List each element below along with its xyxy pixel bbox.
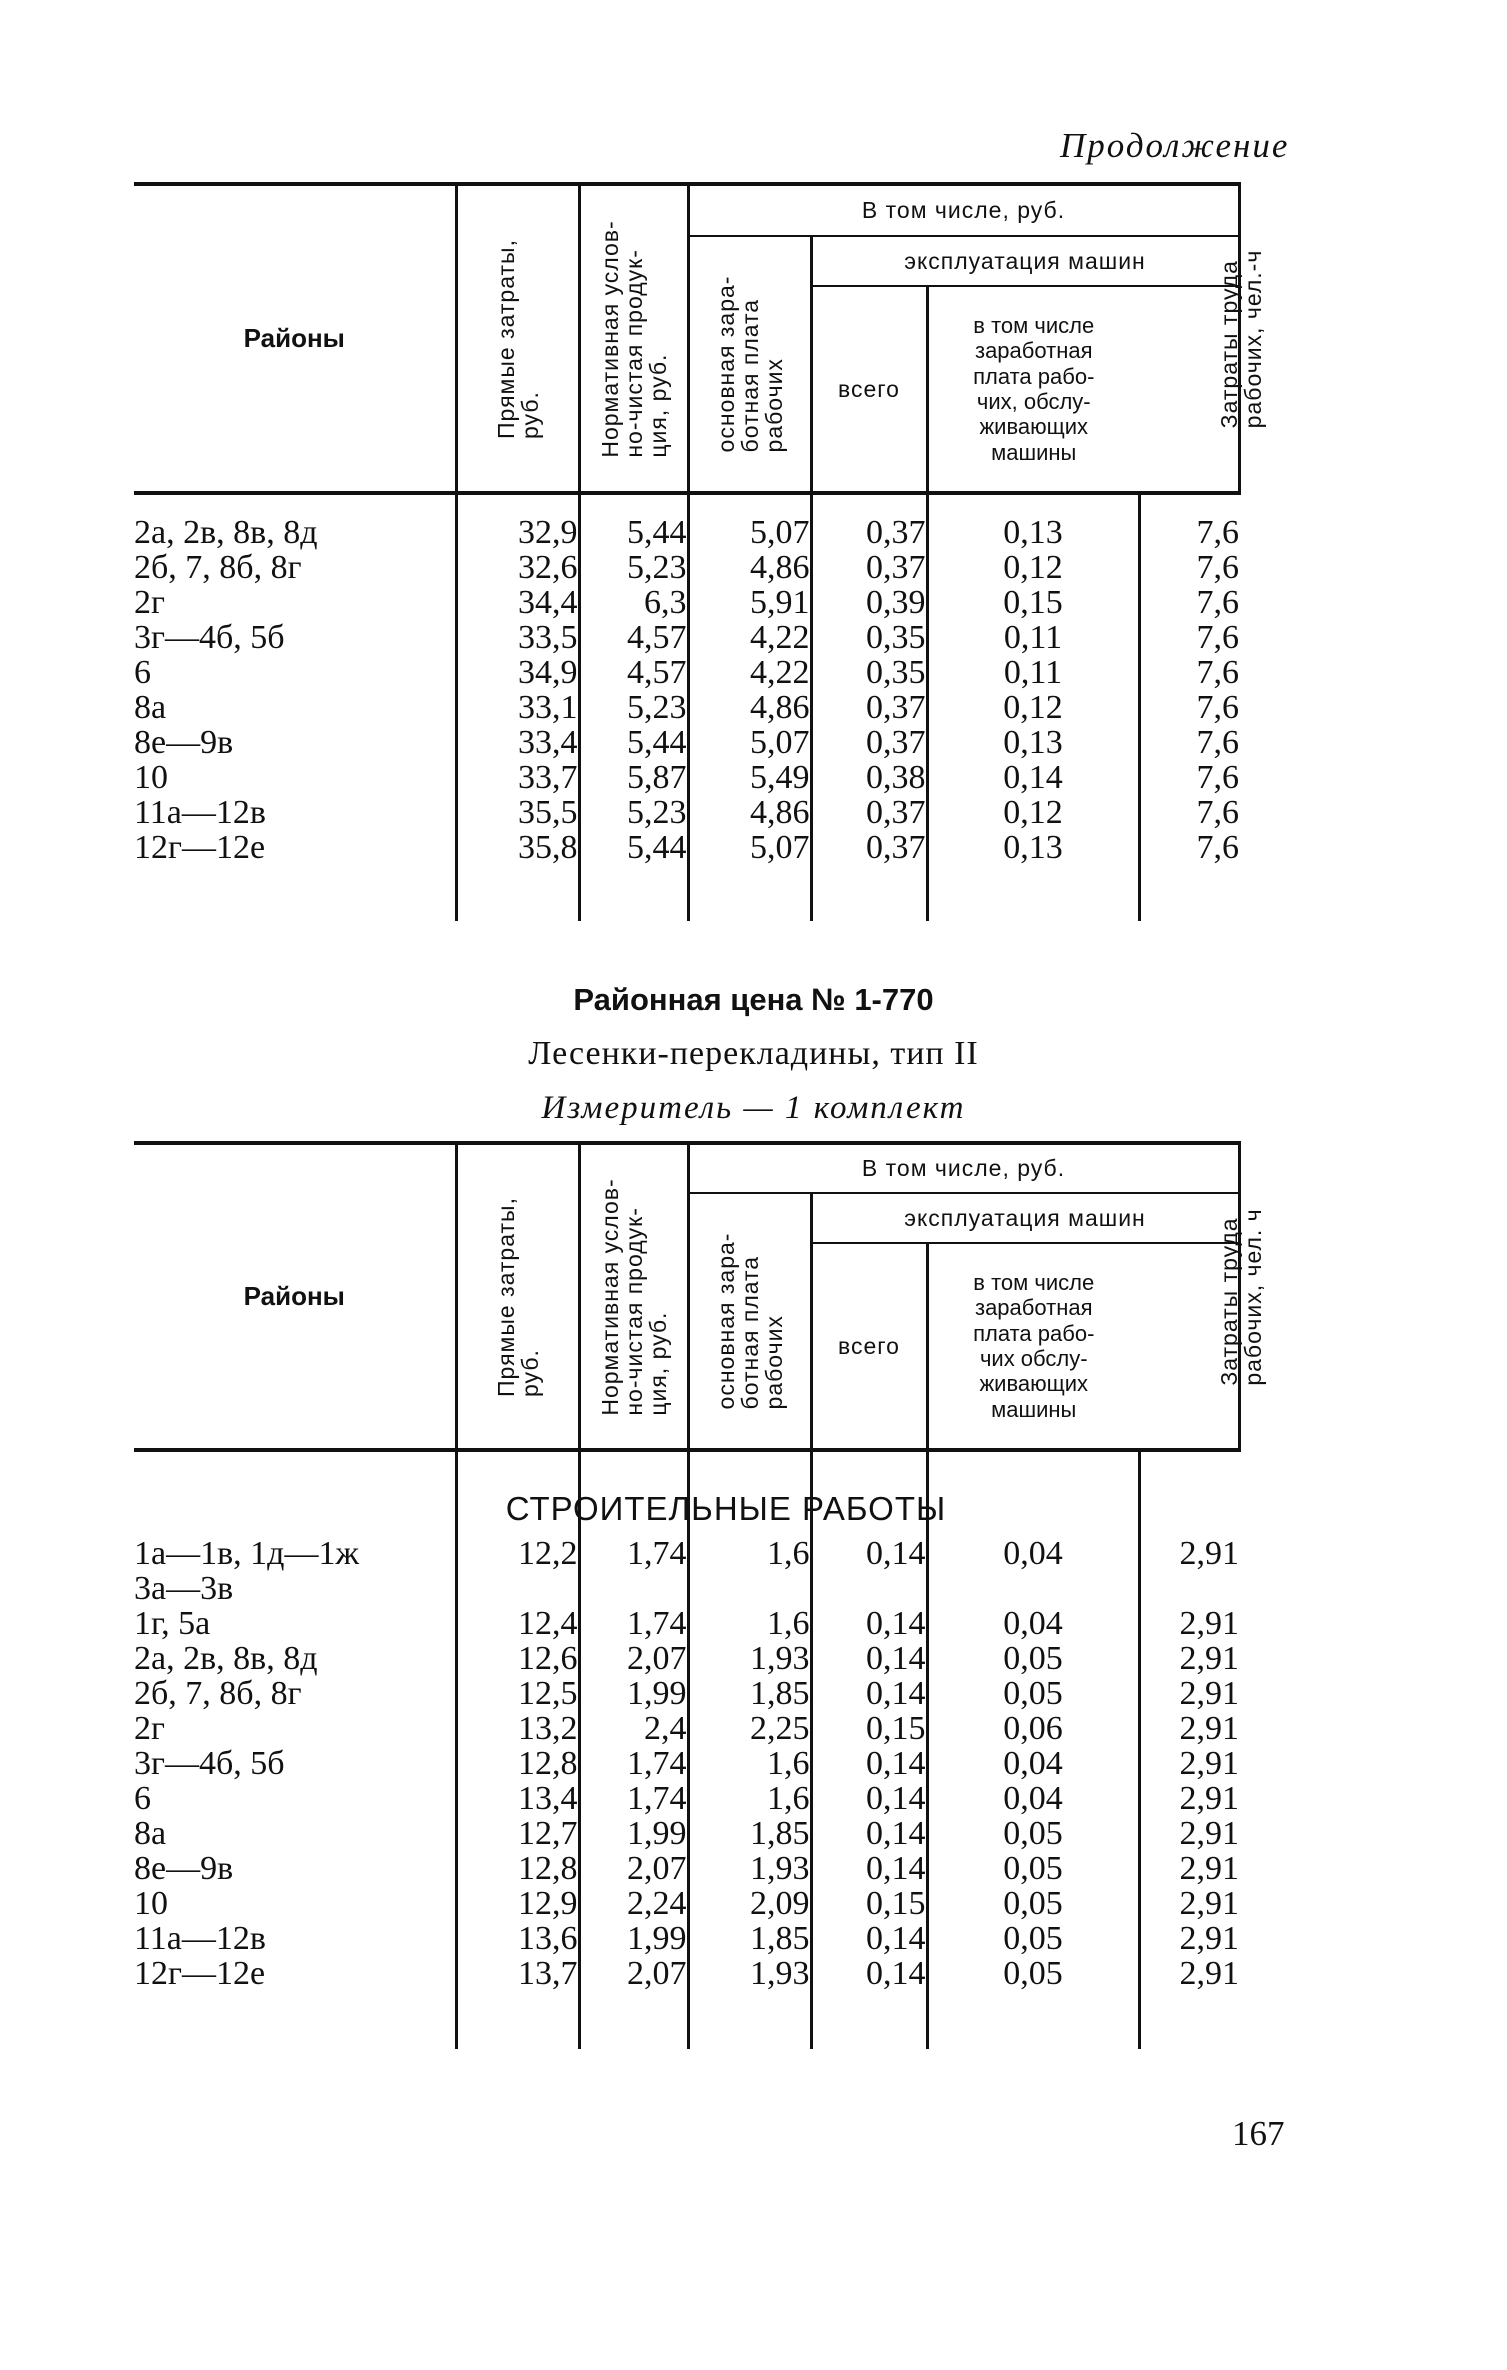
- base-wage-cell: 5,07: [688, 515, 811, 550]
- machine-wage-cell: 0,13: [927, 725, 1139, 760]
- machines-total-cell: 0,35: [811, 655, 927, 690]
- labor-hours-cell: 2,91: [1139, 1536, 1239, 1571]
- net-product-cell: [579, 1571, 688, 1606]
- net-product-cell: 2,4: [579, 1711, 688, 1746]
- machines-total-cell: 0,37: [811, 550, 927, 585]
- table-row: [134, 690, 1241, 725]
- direct-costs-cell: 12,8: [456, 1851, 579, 1886]
- base-wage-cell: 5,91: [688, 585, 811, 620]
- header-normativnaya-2: Нормативная услов- но-чистая продук- ция, руб.: [579, 1143, 688, 1448]
- net-product-cell: 5,44: [579, 725, 688, 760]
- machine-wage-cell: 0,05: [927, 1956, 1139, 1991]
- header-v-tom-chisle: В том числе, руб.: [688, 184, 1239, 236]
- base-wage-cell: 1,93: [688, 1641, 811, 1676]
- base-wage-cell: 5,49: [688, 760, 811, 795]
- base-wage-cell: 4,22: [688, 655, 811, 690]
- district-cell: 8е—9в: [134, 724, 234, 761]
- district-cell: 8а: [134, 1815, 167, 1852]
- labor-hours-cell: 7,6: [1139, 830, 1239, 865]
- machine-wage-cell: 0,05: [927, 1676, 1139, 1711]
- machine-wage-cell: 0,04: [927, 1746, 1139, 1781]
- district-cell: 1а—1в, 1д—1ж: [134, 1535, 359, 1572]
- district-cell: 2б, 7, 8б, 8г: [134, 549, 302, 586]
- header-zarplata: в том числе заработная плата рабо- чих, обслу- живающих машины: [927, 286, 1139, 491]
- district-cell: 2б, 7, 8б, 8г: [134, 1675, 302, 1712]
- direct-costs-cell: 12,4: [456, 1606, 579, 1641]
- base-wage-cell: 5,07: [688, 725, 811, 760]
- base-wage-cell: 1,6: [688, 1746, 811, 1781]
- district-cell: 8е—9в: [134, 1850, 234, 1887]
- machine-wage-cell: 0,06: [927, 1711, 1139, 1746]
- table-row: [134, 1606, 1241, 1641]
- labor-hours-cell: 2,91: [1139, 1781, 1239, 1816]
- base-wage-cell: 1,85: [688, 1816, 811, 1851]
- district-cell: 11а—12в: [134, 1920, 266, 1957]
- labor-hours-cell: 2,91: [1139, 1711, 1239, 1746]
- labor-hours-cell: 2,91: [1139, 1886, 1239, 1921]
- machine-wage-cell: 0,13: [927, 515, 1139, 550]
- net-product-cell: 4,57: [579, 620, 688, 655]
- machine-wage-cell: 0,05: [927, 1921, 1139, 1956]
- labor-hours-cell: 7,6: [1139, 550, 1239, 585]
- district-cell: 11а—12в: [134, 794, 266, 831]
- direct-costs-cell: 13,2: [456, 1711, 579, 1746]
- base-wage-cell: 1,93: [688, 1851, 811, 1886]
- direct-costs-cell: 34,9: [456, 655, 579, 690]
- table-row: [134, 1571, 1241, 1606]
- labor-hours-cell: 2,91: [1139, 1641, 1239, 1676]
- net-product-cell: 5,23: [579, 795, 688, 830]
- labor-hours-cell: 7,6: [1139, 515, 1239, 550]
- district-cell: 10: [134, 1885, 168, 1922]
- machine-wage-cell: [927, 1571, 1139, 1606]
- machines-total-cell: 0,15: [811, 1886, 927, 1921]
- labor-hours-cell: 7,6: [1139, 585, 1239, 620]
- machines-total-cell: 0,35: [811, 620, 927, 655]
- machines-total-cell: 0,14: [811, 1816, 927, 1851]
- direct-costs-cell: 12,2: [456, 1536, 579, 1571]
- machines-total-cell: 0,14: [811, 1606, 927, 1641]
- direct-costs-cell: 33,4: [456, 725, 579, 760]
- machine-wage-cell: 0,12: [927, 690, 1139, 725]
- direct-costs-cell: 33,5: [456, 620, 579, 655]
- district-cell: 2а, 2в, 8в, 8д: [134, 1640, 318, 1677]
- table-row: [134, 1816, 1241, 1851]
- header-ekspluataciya: эксплуатация машин: [811, 236, 1239, 286]
- machine-wage-cell: 0,11: [927, 655, 1139, 690]
- machine-wage-cell: 0,05: [927, 1641, 1139, 1676]
- net-product-cell: 2,07: [579, 1851, 688, 1886]
- machine-wage-cell: 0,04: [927, 1781, 1139, 1816]
- machines-total-cell: 0,14: [811, 1536, 927, 1571]
- section-title: Районная цена № 1-770: [573, 982, 934, 1017]
- header-pryamye: Прямые затраты, руб.: [456, 184, 579, 491]
- direct-costs-cell: 13,7: [456, 1956, 579, 1991]
- district-cell: 3а—3в: [134, 1570, 234, 1607]
- machines-total-cell: 0,37: [811, 830, 927, 865]
- machine-wage-cell: 0,15: [927, 585, 1139, 620]
- table-row: [134, 795, 1241, 830]
- header-vsego: всего: [811, 286, 927, 491]
- base-wage-cell: 2,25: [688, 1711, 811, 1746]
- labor-hours-cell: 7,6: [1139, 760, 1239, 795]
- net-product-cell: 6,3: [579, 585, 688, 620]
- labor-hours-cell: 7,6: [1139, 690, 1239, 725]
- table-row: [134, 1851, 1241, 1886]
- machine-wage-cell: 0,13: [927, 830, 1139, 865]
- direct-costs-cell: 35,8: [456, 830, 579, 865]
- machines-total-cell: 0,37: [811, 795, 927, 830]
- direct-costs-cell: 12,6: [456, 1641, 579, 1676]
- machines-total-cell: 0,37: [811, 515, 927, 550]
- table-row: [134, 550, 1241, 585]
- table-row: [134, 1921, 1241, 1956]
- base-wage-cell: 1,6: [688, 1536, 811, 1571]
- base-wage-cell: 4,22: [688, 620, 811, 655]
- labor-hours-cell: 2,91: [1139, 1606, 1239, 1641]
- header-pryamye-2: Прямые затраты, руб.: [456, 1143, 579, 1448]
- table-row: [134, 1536, 1241, 1571]
- machine-wage-cell: 0,12: [927, 550, 1139, 585]
- net-product-cell: 5,87: [579, 760, 688, 795]
- base-wage-cell: 4,86: [688, 550, 811, 585]
- machines-total-cell: 0,14: [811, 1746, 927, 1781]
- machine-wage-cell: 0,12: [927, 795, 1139, 830]
- machine-wage-cell: 0,04: [927, 1606, 1139, 1641]
- machine-wage-cell: 0,05: [927, 1851, 1139, 1886]
- machines-total-cell: 0,14: [811, 1781, 927, 1816]
- machines-total-cell: 0,39: [811, 585, 927, 620]
- machines-total-cell: 0,38: [811, 760, 927, 795]
- table-row: [134, 585, 1241, 620]
- direct-costs-cell: 13,6: [456, 1921, 579, 1956]
- table-row: [134, 1641, 1241, 1676]
- district-cell: 6: [134, 1780, 151, 1817]
- base-wage-cell: 1,6: [688, 1606, 811, 1641]
- labor-hours-cell: 7,6: [1139, 620, 1239, 655]
- direct-costs-cell: 32,9: [456, 515, 579, 550]
- table-1: [134, 182, 1266, 921]
- table-row: [134, 655, 1241, 690]
- table-row: [134, 725, 1241, 760]
- header-v-tom-chisle-2: В том числе, руб.: [688, 1143, 1239, 1193]
- base-wage-cell: [688, 1571, 811, 1606]
- header-zatraty-truda-2: Затраты труда рабочих, чел. ч: [1239, 1143, 1241, 1448]
- base-wage-cell: 4,86: [688, 690, 811, 725]
- direct-costs-cell: 34,4: [456, 585, 579, 620]
- machine-wage-cell: 0,05: [927, 1886, 1139, 1921]
- table-row: [134, 620, 1241, 655]
- table-1-body: [134, 493, 1241, 921]
- district-cell: 3г—4б, 5б: [134, 619, 285, 656]
- machine-wage-cell: 0,05: [927, 1816, 1139, 1851]
- table-row: [134, 760, 1241, 795]
- machines-total-cell: [811, 1571, 927, 1606]
- header-zatraty-truda: Затраты труда рабочих, чел.-ч: [1239, 184, 1241, 491]
- table-row: [134, 1781, 1241, 1816]
- net-product-cell: 5,23: [579, 550, 688, 585]
- net-product-cell: 1,74: [579, 1606, 688, 1641]
- district-cell: 6: [134, 654, 151, 691]
- base-wage-cell: 1,93: [688, 1956, 811, 1991]
- machines-total-cell: 0,37: [811, 725, 927, 760]
- header-osnovnaya-2: основная зара- ботная плата рабочих: [688, 1193, 811, 1448]
- labor-hours-cell: [1139, 1571, 1239, 1606]
- labor-hours-cell: 2,91: [1139, 1851, 1239, 1886]
- machines-total-cell: 0,37: [811, 690, 927, 725]
- machines-total-cell: 0,14: [811, 1851, 927, 1886]
- direct-costs-cell: 13,4: [456, 1781, 579, 1816]
- continuation-label: Продолжение: [1060, 126, 1290, 165]
- district-cell: 8а: [134, 689, 167, 726]
- labor-hours-cell: 2,91: [1139, 1956, 1239, 1991]
- machine-wage-cell: 0,14: [927, 760, 1139, 795]
- labor-hours-cell: 7,6: [1139, 655, 1239, 690]
- district-cell: 3г—4б, 5б: [134, 1745, 285, 1782]
- table-2: [134, 1141, 1266, 2049]
- direct-costs-cell: 12,7: [456, 1816, 579, 1851]
- net-product-cell: 5,44: [579, 515, 688, 550]
- table-row: [134, 1746, 1241, 1781]
- table-row: [134, 1711, 1241, 1746]
- machines-total-cell: 0,15: [811, 1711, 927, 1746]
- header-osnovnaya: основная зара- ботная плата рабочих: [688, 236, 811, 491]
- net-product-cell: 2,24: [579, 1886, 688, 1921]
- net-product-cell: 1,99: [579, 1921, 688, 1956]
- base-wage-cell: 5,07: [688, 830, 811, 865]
- district-cell: 2г: [134, 584, 165, 621]
- direct-costs-cell: [456, 1571, 579, 1606]
- district-cell: 2г: [134, 1710, 165, 1747]
- table-row: [134, 1886, 1241, 1921]
- machines-total-cell: 0,14: [811, 1641, 927, 1676]
- header-vsego-2: всего: [811, 1243, 927, 1448]
- labor-hours-cell: 2,91: [1139, 1921, 1239, 1956]
- labor-hours-cell: 7,6: [1139, 795, 1239, 830]
- direct-costs-cell: 12,8: [456, 1746, 579, 1781]
- base-wage-cell: 1,85: [688, 1676, 811, 1711]
- net-product-cell: 1,99: [579, 1816, 688, 1851]
- base-wage-cell: 4,86: [688, 795, 811, 830]
- table-row: [134, 830, 1241, 865]
- header-raiony: Районы: [134, 184, 456, 491]
- header-raiony-2: Районы: [134, 1143, 456, 1448]
- net-product-cell: 1,74: [579, 1781, 688, 1816]
- net-product-cell: 4,57: [579, 655, 688, 690]
- direct-costs-cell: 33,1: [456, 690, 579, 725]
- base-wage-cell: 2,09: [688, 1886, 811, 1921]
- direct-costs-cell: 35,5: [456, 795, 579, 830]
- base-wage-cell: 1,6: [688, 1781, 811, 1816]
- district-cell: 12г—12е: [134, 829, 266, 866]
- direct-costs-cell: 12,9: [456, 1886, 579, 1921]
- header-normativnaya: Нормативная услов- но-чистая продук- ция, руб.: [579, 184, 688, 491]
- net-product-cell: 5,44: [579, 830, 688, 865]
- table-row: [134, 515, 1241, 550]
- labor-hours-cell: 7,6: [1139, 725, 1239, 760]
- machines-total-cell: 0,14: [811, 1676, 927, 1711]
- district-cell: 1г, 5а: [134, 1605, 211, 1642]
- header-ekspluataciya-2: эксплуатация машин: [811, 1193, 1239, 1243]
- machines-total-cell: 0,14: [811, 1921, 927, 1956]
- machines-total-cell: 0,14: [811, 1956, 927, 1991]
- net-product-cell: 2,07: [579, 1956, 688, 1991]
- district-cell: 2а, 2в, 8в, 8д: [134, 514, 318, 551]
- district-cell: 12г—12е: [134, 1955, 266, 1992]
- header-zarplata-2: в том числе заработная плата рабо- чих обслу- живающих машины: [927, 1243, 1139, 1448]
- machine-wage-cell: 0,04: [927, 1536, 1139, 1571]
- direct-costs-cell: 12,5: [456, 1676, 579, 1711]
- base-wage-cell: 1,85: [688, 1921, 811, 1956]
- machine-wage-cell: 0,11: [927, 620, 1139, 655]
- table-row: [134, 1676, 1241, 1711]
- page-number: 167: [1232, 2114, 1285, 2153]
- labor-hours-cell: 2,91: [1139, 1676, 1239, 1711]
- labor-hours-cell: 2,91: [1139, 1816, 1239, 1851]
- net-product-cell: 1,99: [579, 1676, 688, 1711]
- labor-hours-cell: 2,91: [1139, 1746, 1239, 1781]
- table-row: [134, 1956, 1241, 1991]
- group-title: СТРОИТЕЛЬНЫЕ РАБОТЫ: [505, 1490, 947, 1527]
- table-2-body: [134, 1450, 1241, 2049]
- section-subtitle: Лесенки-перекладины, тип II: [528, 1035, 979, 1072]
- district-cell: 10: [134, 759, 168, 796]
- net-product-cell: 5,23: [579, 690, 688, 725]
- net-product-cell: 1,74: [579, 1536, 688, 1571]
- direct-costs-cell: 32,6: [456, 550, 579, 585]
- section-measure: Измеритель — 1 комплект: [541, 1090, 966, 1126]
- net-product-cell: 1,74: [579, 1746, 688, 1781]
- net-product-cell: 2,07: [579, 1641, 688, 1676]
- direct-costs-cell: 33,7: [456, 760, 579, 795]
